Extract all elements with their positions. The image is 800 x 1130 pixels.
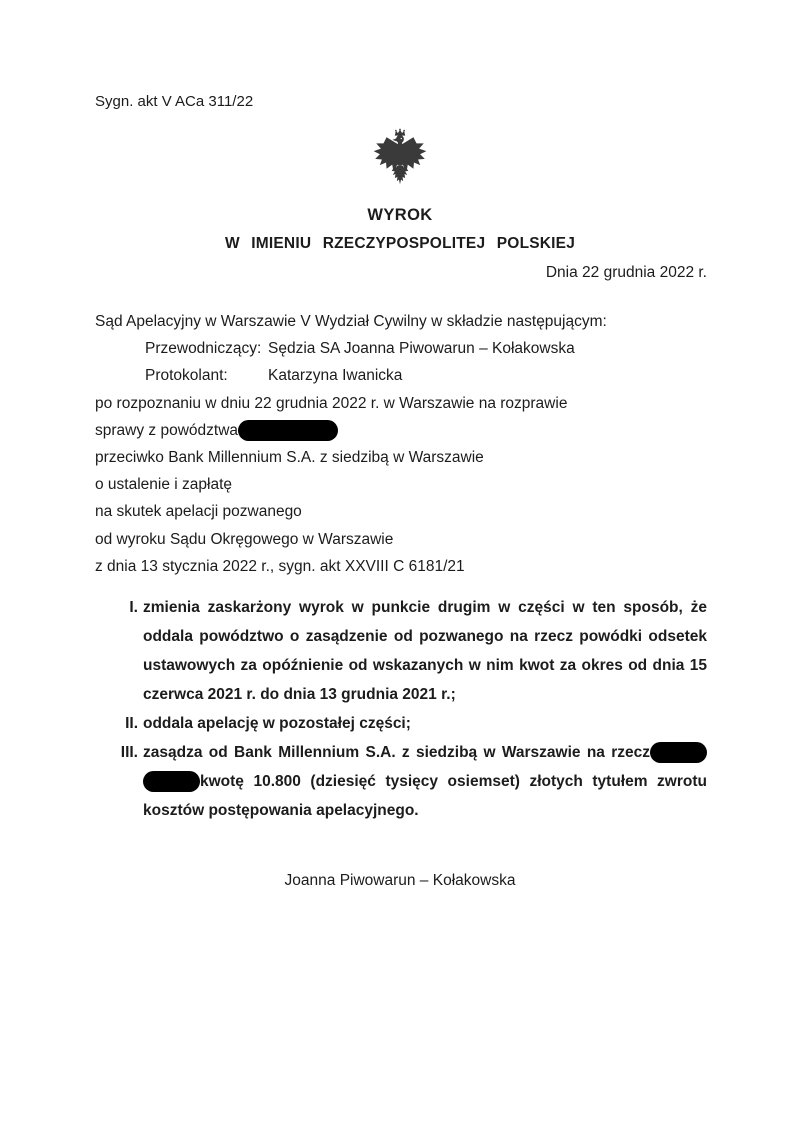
emblem-container bbox=[0, 126, 800, 201]
ruling-item-3-line-3: kosztów postępowania apelacyjnego. bbox=[143, 802, 419, 820]
ruling-list bbox=[95, 593, 707, 825]
defendant-line: przeciwko Bank Millennium S.A. z siedzibą w Warszawie bbox=[95, 449, 484, 467]
appealed-from-line: od wyroku Sądu Okręgowego w Warszawie bbox=[95, 530, 394, 548]
ruling-item-3-text-after-redaction: kwotę 10.800 (dziesięć tysięcy osiemset) złotych tytułem zwrotu bbox=[200, 773, 707, 791]
ruling-item-3-text-before-redaction: zasądza od Bank Millennium S.A. z siedzibą w Warszawie na rzecz bbox=[143, 744, 650, 762]
appealed-date-line: z dnia 13 stycznia 2022 r., sygn. akt XXVIII C 6181/21 bbox=[95, 557, 465, 575]
case-number: Sygn. akt V ACa 311/22 bbox=[95, 93, 254, 110]
ruling-item-1-numeral: I. bbox=[129, 599, 138, 617]
clerk-line bbox=[95, 362, 707, 389]
plaintiff-prefix: sprawy z powództwa bbox=[95, 421, 239, 439]
appeal-line: na skutek apelacji pozwanego bbox=[95, 503, 302, 521]
plaintiff-line bbox=[95, 417, 707, 444]
ruling-item-3-line-1 bbox=[143, 738, 707, 767]
ruling-item-1 bbox=[95, 593, 707, 709]
document-title: WYROK bbox=[367, 206, 433, 224]
presiding-judge-label: Przewodniczący: bbox=[145, 340, 262, 358]
ruling-item-1-text: zmienia zaskarżony wyrok w punkcie drugim w części w ten sposób, że oddala powództwo o zasądzenie od pozwanego na rzecz powódki odsetek ustawowych za opóźnienie od wskazanych w nim kwot za okres od dnia 15 czerwca 2021 r. do dnia 13 grudnia 2021 r.; bbox=[143, 599, 707, 704]
redaction-box-beneficiary-2 bbox=[143, 771, 200, 792]
clerk-label: Protokolant: bbox=[145, 367, 228, 385]
polish-eagle-emblem-icon bbox=[369, 126, 431, 196]
ruling-item-3 bbox=[95, 738, 707, 825]
ruling-item-2 bbox=[95, 709, 707, 738]
judgment-body bbox=[95, 308, 707, 825]
judgment-date: Dnia 22 grudnia 2022 r. bbox=[545, 264, 707, 281]
document-subtitle: W IMIENIU RZECZYPOSPOLITEJ POLSKIEJ bbox=[224, 235, 576, 252]
redaction-box-plaintiff bbox=[238, 420, 338, 441]
judge-signature: Joanna Piwowarun – Kołakowska bbox=[284, 872, 516, 889]
subject-line: o ustalenie i zapłatę bbox=[95, 476, 233, 494]
ruling-item-3-numeral: III. bbox=[120, 744, 138, 762]
presiding-judge-line bbox=[95, 335, 707, 362]
presiding-judge-name: Sędzia SA Joanna Piwowarun – Kołakowska bbox=[268, 340, 575, 358]
hearing-line: po rozpoznaniu w dniu 22 grudnia 2022 r. w Warszawie na rozprawie bbox=[95, 394, 568, 412]
ruling-item-2-numeral: II. bbox=[125, 715, 138, 733]
ruling-item-2-text: oddala apelację w pozostałej części; bbox=[143, 715, 411, 733]
ruling-item-3-line-2 bbox=[143, 767, 707, 796]
clerk-name: Katarzyna Iwanicka bbox=[268, 367, 403, 385]
court-composition-intro: Sąd Apelacyjny w Warszawie V Wydział Cywilny w składzie następującym: bbox=[95, 313, 607, 330]
redaction-box-beneficiary-1 bbox=[650, 742, 707, 763]
